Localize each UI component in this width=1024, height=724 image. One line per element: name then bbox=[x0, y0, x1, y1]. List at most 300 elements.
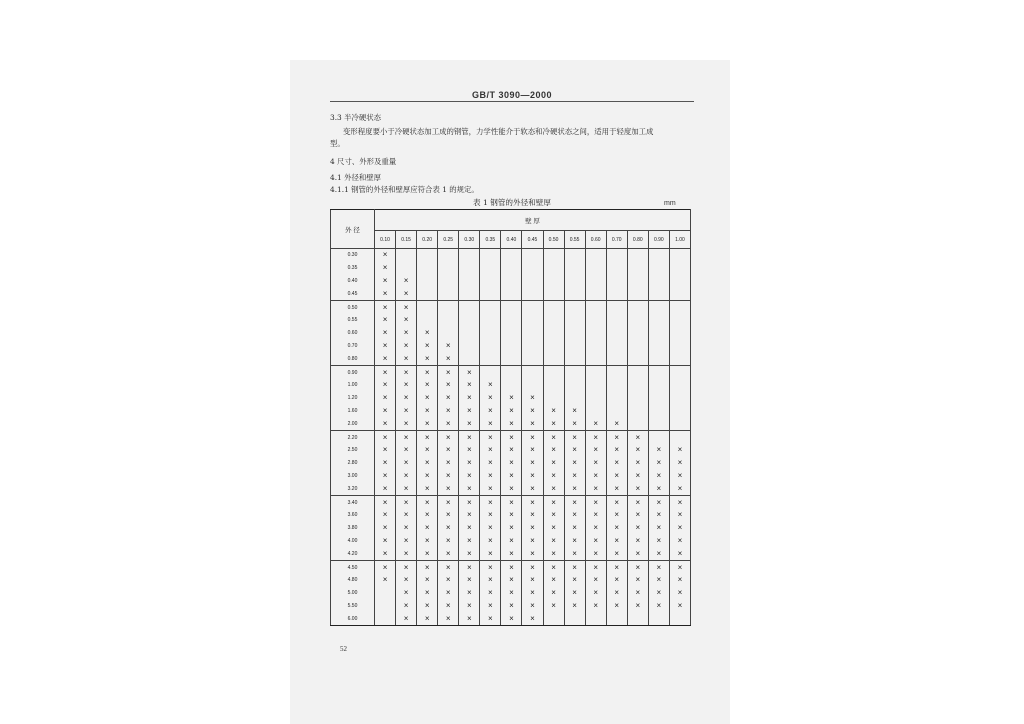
empty-cell bbox=[648, 340, 669, 353]
available-mark: × bbox=[396, 535, 417, 548]
available-mark: × bbox=[417, 352, 438, 365]
available-mark: × bbox=[396, 327, 417, 340]
empty-cell bbox=[564, 612, 585, 625]
available-mark: × bbox=[606, 496, 627, 509]
empty-cell bbox=[606, 262, 627, 275]
empty-cell bbox=[606, 249, 627, 262]
empty-cell bbox=[459, 287, 480, 300]
empty-cell bbox=[564, 327, 585, 340]
empty-cell bbox=[522, 301, 543, 314]
available-mark: × bbox=[459, 509, 480, 522]
available-mark: × bbox=[459, 482, 480, 495]
empty-cell bbox=[585, 249, 606, 262]
available-mark: × bbox=[585, 574, 606, 587]
empty-cell bbox=[627, 275, 648, 288]
empty-cell bbox=[480, 249, 501, 262]
empty-cell bbox=[585, 340, 606, 353]
empty-cell bbox=[585, 301, 606, 314]
available-mark: × bbox=[438, 366, 459, 379]
empty-cell bbox=[375, 600, 396, 613]
empty-cell bbox=[627, 301, 648, 314]
available-mark: × bbox=[648, 547, 669, 560]
available-mark: × bbox=[417, 431, 438, 444]
available-mark: × bbox=[459, 612, 480, 625]
empty-cell bbox=[627, 327, 648, 340]
available-mark: × bbox=[396, 482, 417, 495]
available-mark: × bbox=[480, 600, 501, 613]
available-mark: × bbox=[417, 392, 438, 405]
available-mark: × bbox=[480, 612, 501, 625]
empty-cell bbox=[564, 262, 585, 275]
available-mark: × bbox=[417, 561, 438, 574]
od-value: 0.60 bbox=[331, 327, 375, 340]
available-mark: × bbox=[459, 379, 480, 392]
available-mark: × bbox=[417, 327, 438, 340]
available-mark: × bbox=[564, 482, 585, 495]
available-mark: × bbox=[585, 431, 606, 444]
empty-cell bbox=[585, 314, 606, 327]
empty-cell bbox=[375, 587, 396, 600]
table-row bbox=[331, 509, 691, 522]
od-value: 0.50 bbox=[331, 301, 375, 314]
available-mark: × bbox=[648, 496, 669, 509]
empty-cell bbox=[564, 287, 585, 300]
thickness-header: 0.55 bbox=[564, 231, 585, 249]
available-mark: × bbox=[627, 496, 648, 509]
available-mark: × bbox=[375, 431, 396, 444]
section-3-3-body-cont: 型。 bbox=[330, 139, 345, 148]
od-value: 0.35 bbox=[331, 262, 375, 275]
available-mark: × bbox=[396, 587, 417, 600]
empty-cell bbox=[543, 327, 564, 340]
available-mark: × bbox=[459, 561, 480, 574]
od-value: 2.00 bbox=[331, 417, 375, 430]
table-unit: mm bbox=[664, 200, 676, 207]
empty-cell bbox=[585, 612, 606, 625]
available-mark: × bbox=[501, 457, 522, 470]
available-mark: × bbox=[417, 379, 438, 392]
available-mark: × bbox=[438, 457, 459, 470]
available-mark: × bbox=[543, 509, 564, 522]
available-mark: × bbox=[585, 470, 606, 483]
available-mark: × bbox=[564, 509, 585, 522]
available-mark: × bbox=[543, 600, 564, 613]
available-mark: × bbox=[417, 612, 438, 625]
available-mark: × bbox=[375, 301, 396, 314]
table-row bbox=[331, 314, 691, 327]
empty-cell bbox=[480, 275, 501, 288]
od-value: 5.50 bbox=[331, 600, 375, 613]
empty-cell bbox=[627, 366, 648, 379]
od-value: 3.60 bbox=[331, 509, 375, 522]
available-mark: × bbox=[396, 509, 417, 522]
available-mark: × bbox=[417, 535, 438, 548]
od-value: 5.00 bbox=[331, 587, 375, 600]
empty-cell bbox=[501, 340, 522, 353]
available-mark: × bbox=[438, 574, 459, 587]
od-value: 3.40 bbox=[331, 496, 375, 509]
available-mark: × bbox=[501, 522, 522, 535]
available-mark: × bbox=[627, 574, 648, 587]
available-mark: × bbox=[501, 547, 522, 560]
thickness-header: 0.25 bbox=[438, 231, 459, 249]
available-mark: × bbox=[501, 417, 522, 430]
available-mark: × bbox=[438, 612, 459, 625]
available-mark: × bbox=[627, 587, 648, 600]
empty-cell bbox=[501, 275, 522, 288]
empty-cell bbox=[648, 275, 669, 288]
available-mark: × bbox=[585, 522, 606, 535]
available-mark: × bbox=[522, 417, 543, 430]
empty-cell bbox=[585, 392, 606, 405]
available-mark: × bbox=[585, 444, 606, 457]
empty-cell bbox=[606, 405, 627, 418]
empty-cell bbox=[669, 417, 690, 430]
available-mark: × bbox=[459, 587, 480, 600]
od-value: 2.20 bbox=[331, 431, 375, 444]
empty-cell bbox=[669, 612, 690, 625]
table-row bbox=[331, 587, 691, 600]
empty-cell bbox=[522, 366, 543, 379]
available-mark: × bbox=[375, 509, 396, 522]
available-mark: × bbox=[375, 457, 396, 470]
empty-cell bbox=[543, 301, 564, 314]
empty-cell bbox=[480, 366, 501, 379]
available-mark: × bbox=[396, 352, 417, 365]
available-mark: × bbox=[501, 392, 522, 405]
available-mark: × bbox=[459, 431, 480, 444]
available-mark: × bbox=[522, 574, 543, 587]
page-number: 52 bbox=[340, 645, 347, 653]
available-mark: × bbox=[396, 600, 417, 613]
available-mark: × bbox=[606, 417, 627, 430]
available-mark: × bbox=[543, 431, 564, 444]
empty-cell bbox=[669, 275, 690, 288]
available-mark: × bbox=[606, 444, 627, 457]
od-value: 2.50 bbox=[331, 444, 375, 457]
empty-cell bbox=[522, 287, 543, 300]
empty-cell bbox=[459, 301, 480, 314]
empty-cell bbox=[648, 392, 669, 405]
available-mark: × bbox=[396, 275, 417, 288]
available-mark: × bbox=[417, 522, 438, 535]
empty-cell bbox=[669, 352, 690, 365]
available-mark: × bbox=[501, 535, 522, 548]
thickness-header: 0.35 bbox=[480, 231, 501, 249]
empty-cell bbox=[627, 612, 648, 625]
available-mark: × bbox=[564, 535, 585, 548]
table-row bbox=[331, 301, 691, 314]
available-mark: × bbox=[543, 522, 564, 535]
available-mark: × bbox=[459, 547, 480, 560]
available-mark: × bbox=[669, 587, 690, 600]
available-mark: × bbox=[585, 535, 606, 548]
table-row bbox=[331, 249, 691, 262]
available-mark: × bbox=[648, 509, 669, 522]
empty-cell bbox=[606, 366, 627, 379]
available-mark: × bbox=[417, 547, 438, 560]
empty-cell bbox=[669, 431, 690, 444]
table-row bbox=[331, 262, 691, 275]
empty-cell bbox=[627, 417, 648, 430]
thickness-header: 0.45 bbox=[522, 231, 543, 249]
available-mark: × bbox=[375, 444, 396, 457]
available-mark: × bbox=[396, 287, 417, 300]
available-mark: × bbox=[501, 600, 522, 613]
empty-cell bbox=[501, 379, 522, 392]
thickness-header: 0.90 bbox=[648, 231, 669, 249]
available-mark: × bbox=[375, 522, 396, 535]
table-row bbox=[331, 405, 691, 418]
empty-cell bbox=[627, 340, 648, 353]
empty-cell bbox=[438, 275, 459, 288]
empty-cell bbox=[501, 249, 522, 262]
table-row bbox=[331, 352, 691, 365]
available-mark: × bbox=[438, 431, 459, 444]
empty-cell bbox=[648, 417, 669, 430]
available-mark: × bbox=[480, 561, 501, 574]
available-mark: × bbox=[522, 392, 543, 405]
available-mark: × bbox=[585, 496, 606, 509]
empty-cell bbox=[627, 352, 648, 365]
available-mark: × bbox=[438, 444, 459, 457]
available-mark: × bbox=[501, 405, 522, 418]
available-mark: × bbox=[396, 301, 417, 314]
available-mark: × bbox=[669, 561, 690, 574]
od-value: 3.80 bbox=[331, 522, 375, 535]
available-mark: × bbox=[606, 574, 627, 587]
od-value: 0.45 bbox=[331, 287, 375, 300]
available-mark: × bbox=[396, 561, 417, 574]
available-mark: × bbox=[375, 417, 396, 430]
empty-cell bbox=[606, 612, 627, 625]
available-mark: × bbox=[396, 470, 417, 483]
empty-cell bbox=[585, 327, 606, 340]
od-value: 1.20 bbox=[331, 392, 375, 405]
available-mark: × bbox=[375, 352, 396, 365]
empty-cell bbox=[417, 287, 438, 300]
empty-cell bbox=[459, 352, 480, 365]
available-mark: × bbox=[480, 470, 501, 483]
available-mark: × bbox=[501, 444, 522, 457]
available-mark: × bbox=[606, 547, 627, 560]
section-4: 4 尺寸、外形及重量 bbox=[330, 157, 397, 166]
empty-cell bbox=[564, 392, 585, 405]
empty-cell bbox=[669, 262, 690, 275]
empty-cell bbox=[648, 287, 669, 300]
od-value: 0.70 bbox=[331, 340, 375, 353]
od-value: 2.80 bbox=[331, 457, 375, 470]
available-mark: × bbox=[396, 314, 417, 327]
table-row bbox=[331, 612, 691, 625]
available-mark: × bbox=[543, 444, 564, 457]
empty-cell bbox=[648, 352, 669, 365]
empty-cell bbox=[564, 366, 585, 379]
available-mark: × bbox=[417, 496, 438, 509]
thickness-header: 0.40 bbox=[501, 231, 522, 249]
available-mark: × bbox=[522, 547, 543, 560]
available-mark: × bbox=[648, 561, 669, 574]
empty-cell bbox=[606, 379, 627, 392]
available-mark: × bbox=[438, 547, 459, 560]
table-row bbox=[331, 417, 691, 430]
empty-cell bbox=[585, 366, 606, 379]
od-value: 4.00 bbox=[331, 535, 375, 548]
available-mark: × bbox=[543, 405, 564, 418]
available-mark: × bbox=[480, 496, 501, 509]
table-row bbox=[331, 482, 691, 495]
empty-cell bbox=[606, 301, 627, 314]
empty-cell bbox=[480, 301, 501, 314]
available-mark: × bbox=[585, 457, 606, 470]
table-row bbox=[331, 561, 691, 574]
empty-cell bbox=[543, 340, 564, 353]
available-mark: × bbox=[627, 600, 648, 613]
available-mark: × bbox=[375, 249, 396, 262]
available-mark: × bbox=[627, 444, 648, 457]
empty-cell bbox=[522, 340, 543, 353]
empty-cell bbox=[648, 327, 669, 340]
od-value: 1.00 bbox=[331, 379, 375, 392]
available-mark: × bbox=[606, 535, 627, 548]
empty-cell bbox=[522, 327, 543, 340]
empty-cell bbox=[543, 262, 564, 275]
table-row bbox=[331, 547, 691, 560]
available-mark: × bbox=[459, 574, 480, 587]
available-mark: × bbox=[627, 457, 648, 470]
thickness-header: 0.30 bbox=[459, 231, 480, 249]
available-mark: × bbox=[606, 522, 627, 535]
empty-cell bbox=[438, 287, 459, 300]
empty-cell bbox=[522, 249, 543, 262]
empty-cell bbox=[480, 352, 501, 365]
available-mark: × bbox=[375, 496, 396, 509]
available-mark: × bbox=[417, 574, 438, 587]
available-mark: × bbox=[627, 431, 648, 444]
available-mark: × bbox=[417, 417, 438, 430]
available-mark: × bbox=[522, 482, 543, 495]
available-mark: × bbox=[648, 522, 669, 535]
od-header: 外 径 bbox=[331, 210, 375, 249]
available-mark: × bbox=[585, 547, 606, 560]
available-mark: × bbox=[459, 470, 480, 483]
available-mark: × bbox=[564, 457, 585, 470]
available-mark: × bbox=[396, 522, 417, 535]
empty-cell bbox=[480, 287, 501, 300]
empty-cell bbox=[417, 314, 438, 327]
thickness-header: 0.10 bbox=[375, 231, 396, 249]
available-mark: × bbox=[396, 496, 417, 509]
empty-cell bbox=[669, 287, 690, 300]
available-mark: × bbox=[501, 431, 522, 444]
available-mark: × bbox=[522, 509, 543, 522]
available-mark: × bbox=[396, 574, 417, 587]
available-mark: × bbox=[669, 522, 690, 535]
od-value: 0.80 bbox=[331, 352, 375, 365]
available-mark: × bbox=[417, 366, 438, 379]
empty-cell bbox=[669, 249, 690, 262]
available-mark: × bbox=[459, 392, 480, 405]
available-mark: × bbox=[396, 457, 417, 470]
od-value: 3.20 bbox=[331, 482, 375, 495]
empty-cell bbox=[606, 327, 627, 340]
available-mark: × bbox=[501, 574, 522, 587]
empty-cell bbox=[438, 262, 459, 275]
section-4-1: 4.1 外径和壁厚 bbox=[330, 173, 382, 182]
available-mark: × bbox=[585, 561, 606, 574]
available-mark: × bbox=[564, 522, 585, 535]
empty-cell bbox=[417, 249, 438, 262]
available-mark: × bbox=[375, 340, 396, 353]
empty-cell bbox=[648, 262, 669, 275]
available-mark: × bbox=[480, 392, 501, 405]
empty-cell bbox=[585, 287, 606, 300]
empty-cell bbox=[648, 405, 669, 418]
available-mark: × bbox=[501, 470, 522, 483]
available-mark: × bbox=[438, 600, 459, 613]
empty-cell bbox=[501, 352, 522, 365]
empty-cell bbox=[417, 301, 438, 314]
available-mark: × bbox=[564, 496, 585, 509]
empty-cell bbox=[417, 262, 438, 275]
available-mark: × bbox=[459, 600, 480, 613]
empty-cell bbox=[543, 352, 564, 365]
available-mark: × bbox=[564, 417, 585, 430]
available-mark: × bbox=[438, 535, 459, 548]
empty-cell bbox=[606, 287, 627, 300]
table-row bbox=[331, 379, 691, 392]
available-mark: × bbox=[375, 379, 396, 392]
available-mark: × bbox=[417, 509, 438, 522]
thickness-header: 0.60 bbox=[585, 231, 606, 249]
available-mark: × bbox=[438, 340, 459, 353]
table-row bbox=[331, 275, 691, 288]
available-mark: × bbox=[627, 509, 648, 522]
available-mark: × bbox=[459, 535, 480, 548]
available-mark: × bbox=[669, 444, 690, 457]
available-mark: × bbox=[396, 444, 417, 457]
od-wall-table bbox=[330, 209, 691, 626]
empty-cell bbox=[585, 405, 606, 418]
available-mark: × bbox=[480, 574, 501, 587]
table-row bbox=[331, 600, 691, 613]
od-value: 4.80 bbox=[331, 574, 375, 587]
available-mark: × bbox=[648, 587, 669, 600]
empty-cell bbox=[480, 340, 501, 353]
thickness-header: 1.00 bbox=[669, 231, 690, 249]
empty-cell bbox=[438, 314, 459, 327]
available-mark: × bbox=[501, 509, 522, 522]
available-mark: × bbox=[501, 482, 522, 495]
available-mark: × bbox=[585, 509, 606, 522]
od-value: 0.40 bbox=[331, 275, 375, 288]
od-value: 0.55 bbox=[331, 314, 375, 327]
available-mark: × bbox=[438, 522, 459, 535]
available-mark: × bbox=[459, 522, 480, 535]
available-mark: × bbox=[417, 444, 438, 457]
empty-cell bbox=[543, 366, 564, 379]
empty-cell bbox=[501, 287, 522, 300]
empty-cell bbox=[669, 314, 690, 327]
empty-cell bbox=[648, 379, 669, 392]
empty-cell bbox=[543, 275, 564, 288]
available-mark: × bbox=[543, 561, 564, 574]
empty-cell bbox=[627, 314, 648, 327]
available-mark: × bbox=[501, 587, 522, 600]
available-mark: × bbox=[522, 405, 543, 418]
thickness-header: 0.70 bbox=[606, 231, 627, 249]
empty-cell bbox=[480, 262, 501, 275]
